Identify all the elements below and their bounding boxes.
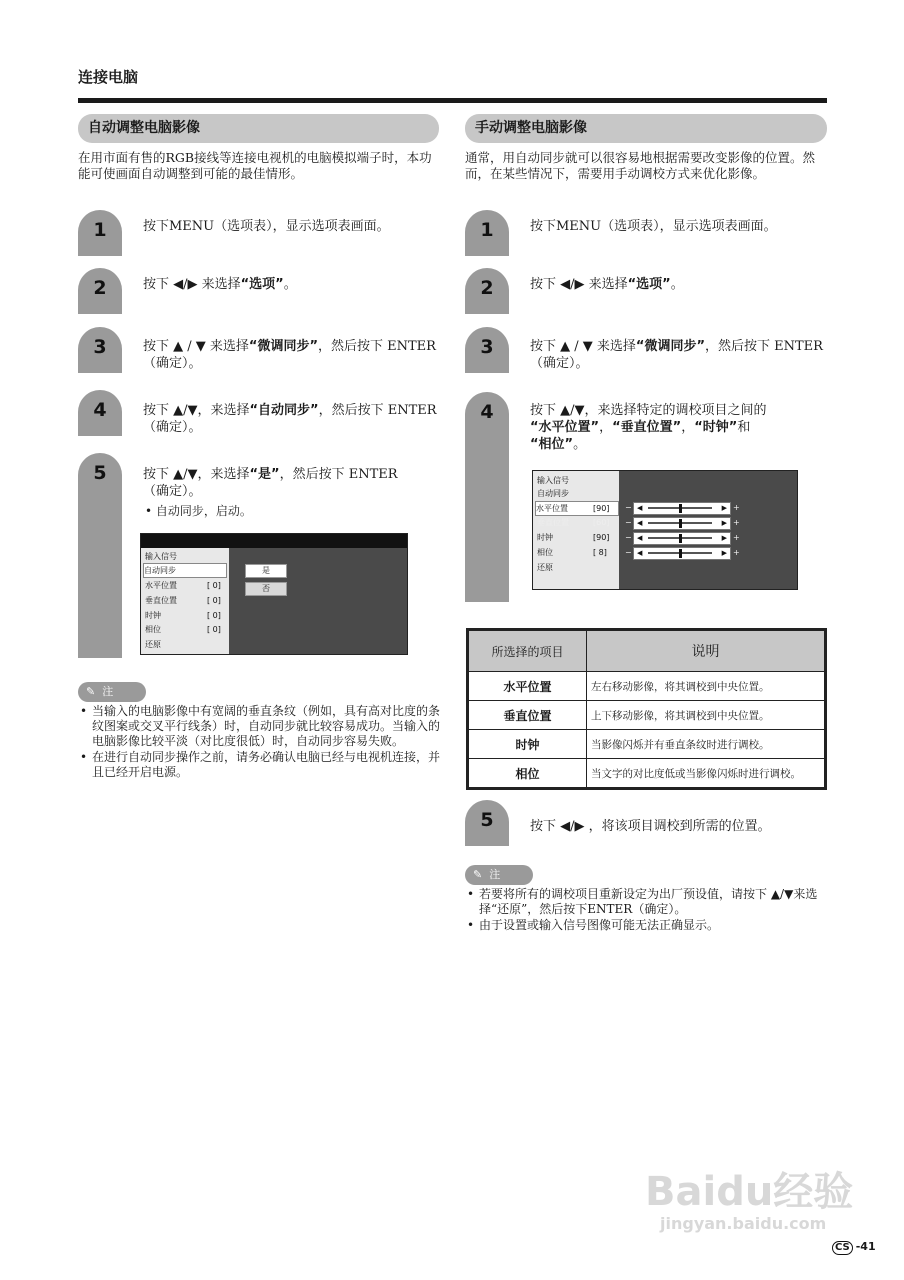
table-header-row bbox=[468, 630, 826, 672]
right-note-list bbox=[465, 887, 831, 934]
table-cell-desc: 上下移动影像，将其调校到中央位置。 bbox=[587, 701, 826, 730]
osd-top-bar bbox=[141, 534, 407, 548]
step-4-item-v: “垂直位置” bbox=[612, 420, 682, 435]
left-note-label: 注 bbox=[102, 685, 114, 698]
slider-knob[interactable] bbox=[679, 504, 682, 513]
right-section-heading-text: 手动调整电脑影像 bbox=[475, 120, 587, 136]
step-4-item-phase: “相位” bbox=[530, 437, 574, 452]
left-step-4-text bbox=[143, 402, 443, 436]
minus-icon: − bbox=[625, 548, 632, 557]
step-4-badge: 4 bbox=[78, 390, 122, 436]
page-number-value: -41 bbox=[855, 1240, 876, 1253]
step-5-post: ，然后按下 ENTER（确定）。 bbox=[143, 467, 398, 499]
minus-icon: − bbox=[625, 518, 632, 527]
step-1-badge: 1 bbox=[465, 210, 509, 256]
left-intro-text: 在用市面有售的RGB接线等连接电视机的电脑模拟端子时，本功能可使画面自动调整到可能的最佳情形。 bbox=[78, 150, 432, 181]
left-note-item: • 当输入的电脑影像中有宽阔的垂直条纹（例如，具有高对比度的条纹图案或交叉平行线条）时，自动同步就比较容易成功。当输入的电脑影像比较平淡（对比度很低）时，自动同步容易失败。 bbox=[78, 704, 444, 749]
osd-value-clock: [ 0] bbox=[207, 611, 221, 620]
left-note-list bbox=[78, 704, 444, 781]
left-step-5-subnote: • 自动同步，启动。 bbox=[145, 504, 252, 518]
plus-icon: + bbox=[733, 533, 740, 542]
step-3-pre: 按下 ▲ / ▼ 来选择 bbox=[530, 339, 636, 354]
osd-value-phase: [ 8] bbox=[593, 548, 607, 557]
osd-value-v-position: [ 0] bbox=[207, 596, 221, 605]
step-5-badge: 5 bbox=[465, 800, 509, 846]
v-position-slider[interactable]: ◀ ▶ bbox=[633, 517, 731, 530]
minus-icon: − bbox=[625, 503, 632, 512]
step-1-badge: 1 bbox=[78, 210, 122, 256]
table-cell-desc: 当影像闪烁并有垂直条纹时进行调校。 bbox=[587, 730, 826, 759]
adjustment-items-table bbox=[466, 628, 827, 790]
step-2-pre: 按下 ◀/▶ 来选择 bbox=[143, 277, 241, 292]
step-3-badge: 3 bbox=[78, 327, 122, 373]
right-section-heading bbox=[465, 114, 827, 143]
left-section-heading-text: 自动调整电脑影像 bbox=[88, 120, 200, 136]
step-4-bold: “自动同步” bbox=[249, 403, 319, 418]
step-2-post: 。 bbox=[283, 277, 297, 292]
table-cell-item: 时钟 bbox=[468, 730, 587, 759]
step-4-item-clock: “时钟” bbox=[694, 420, 738, 435]
plus-icon: + bbox=[733, 518, 740, 527]
h-position-slider[interactable]: ◀ ▶ bbox=[633, 502, 731, 515]
minus-icon: − bbox=[625, 533, 632, 542]
step-5-pre: 按下 ▲/▼，来选择 bbox=[143, 467, 250, 482]
right-step-1-text: 按下MENU（选项表），显示选项表画面。 bbox=[530, 219, 777, 234]
clock-slider[interactable]: ◀ ▶ bbox=[633, 532, 731, 545]
step-4-post: ，然后按下 ENTER（确定）。 bbox=[143, 403, 437, 435]
osd-row-auto-sync: 自动同步 bbox=[537, 489, 569, 498]
step-3-post: ，然后按下 ENTER（确定）。 bbox=[530, 339, 823, 371]
osd-row-h-position: 水平位置 bbox=[145, 581, 177, 590]
table-cell-item: 相位 bbox=[468, 759, 587, 789]
right-step-4-text: 按下 ▲/▼，来选择特定的调校项目之间的 “水平位置”，“垂直位置”，“时钟”和 “相位”。 bbox=[530, 403, 767, 452]
page-section-title: 连接电脑 bbox=[78, 68, 139, 86]
osd-row-reset: 还原 bbox=[145, 640, 161, 649]
manual-adjust-osd-screen bbox=[532, 470, 798, 590]
osd-row-input-signal: 输入信号 bbox=[145, 552, 177, 561]
language-code-badge: CS bbox=[832, 1241, 853, 1255]
table-cell-desc: 当文字的对比度低或当影像闪烁时进行调校。 bbox=[587, 759, 826, 789]
step-3-post: ，然后按下 ENTER（确定）。 bbox=[143, 339, 436, 371]
phase-slider[interactable]: ◀ ▶ bbox=[633, 547, 731, 560]
step-5-badge: 5 bbox=[78, 453, 122, 658]
step-3-pre: 按下 ▲ / ▼ 来选择 bbox=[143, 339, 249, 354]
right-step-3-text bbox=[530, 338, 830, 372]
osd-row-reset: 还原 bbox=[537, 563, 553, 572]
step-4-post: 。 bbox=[573, 437, 587, 452]
right-note-label: 注 bbox=[489, 868, 501, 881]
osd-row-auto-sync[interactable]: 自动同步 bbox=[143, 563, 227, 578]
left-section-heading bbox=[78, 114, 439, 143]
osd-no-option[interactable]: 否 bbox=[245, 582, 287, 596]
plus-icon: + bbox=[733, 503, 740, 512]
step-4-and: 和 bbox=[737, 420, 751, 435]
left-step-5-text bbox=[143, 466, 413, 500]
osd-row-input-signal: 输入信号 bbox=[537, 476, 569, 485]
baidu-watermark-url: jingyan.baidu.com bbox=[660, 1214, 827, 1233]
note-pencil-icon: ✎ bbox=[86, 685, 96, 698]
osd-row-phase: 相位 bbox=[537, 548, 553, 557]
right-note-badge bbox=[465, 865, 533, 885]
plus-icon: + bbox=[733, 548, 740, 557]
slider-knob[interactable] bbox=[679, 549, 682, 558]
slider-knob[interactable] bbox=[679, 534, 682, 543]
osd-row-v-position: 垂直位置 bbox=[145, 596, 177, 605]
osd-yes-option[interactable]: 是 bbox=[245, 564, 287, 578]
osd-row-clock: 时钟 bbox=[537, 533, 553, 542]
step-2-bold: “选项” bbox=[240, 277, 284, 292]
right-note-item: • 由于设置或输入信号图像可能无法正确显示。 bbox=[465, 918, 831, 933]
right-step-2-text bbox=[530, 276, 830, 293]
note-pencil-icon: ✎ bbox=[473, 868, 483, 881]
baidu-watermark-logo: Baidu经验 bbox=[645, 1169, 854, 1215]
table-row bbox=[468, 730, 826, 759]
step-2-badge: 2 bbox=[465, 268, 509, 314]
osd-row-phase: 相位 bbox=[145, 625, 161, 634]
table-header-item: 所选择的项目 bbox=[468, 630, 587, 672]
step-2-pre: 按下 ◀/▶ 来选择 bbox=[530, 277, 628, 292]
osd-value-v-position: [60] bbox=[593, 518, 610, 527]
step-4-pre: 按下 ▲/▼，来选择 bbox=[143, 403, 250, 418]
page-number bbox=[832, 1240, 876, 1255]
osd-value-clock: [90] bbox=[593, 533, 610, 542]
right-note-item: • 若要将所有的调校项目重新设定为出厂预设值，请按下 ▲/▼来选择“还原”，然后按下ENTER（确定）。 bbox=[465, 887, 831, 917]
table-row bbox=[468, 701, 826, 730]
osd-row-h-position[interactable]: 水平位置 bbox=[535, 501, 619, 516]
table-row bbox=[468, 672, 826, 701]
osd-row-clock: 时钟 bbox=[145, 611, 161, 620]
left-note-badge bbox=[78, 682, 146, 702]
step-5-bold: “是” bbox=[249, 467, 280, 482]
step-3-bold: “微调同步” bbox=[248, 339, 318, 354]
slider-knob[interactable] bbox=[679, 519, 682, 528]
table-header-desc: 说明 bbox=[587, 630, 826, 672]
osd-value-h-position: [ 0] bbox=[207, 581, 221, 590]
table-row bbox=[468, 759, 826, 789]
osd-value-h-position: [90] bbox=[593, 504, 610, 513]
left-step-2-text bbox=[143, 276, 443, 293]
step-4-item-h: “水平位置” bbox=[530, 420, 600, 435]
osd-value-phase: [ 0] bbox=[207, 625, 221, 634]
step-2-badge: 2 bbox=[78, 268, 122, 314]
step-4-pre: 按下 ▲/▼，来选择特定的调校项目之间的 bbox=[530, 403, 767, 418]
step-3-badge: 3 bbox=[465, 327, 509, 373]
left-step-3-text bbox=[143, 338, 443, 372]
step-2-post: 。 bbox=[670, 277, 684, 292]
step-2-bold: “选项” bbox=[627, 277, 671, 292]
auto-sync-osd-screen bbox=[140, 533, 408, 655]
left-note-item: • 在进行自动同步操作之前，请务必确认电脑已经与电视机连接，并且已经开启电源。 bbox=[78, 750, 444, 780]
left-step-1-text: 按下MENU（选项表），显示选项表画面。 bbox=[143, 219, 390, 234]
header-divider bbox=[78, 98, 827, 103]
table-cell-item: 水平位置 bbox=[468, 672, 587, 701]
right-intro-text: 通常，用自动同步就可以很容易地根据需要改变影像的位置。然而，在某些情况下，需要用手动调校方式来优化影像。 bbox=[465, 150, 816, 181]
right-step-5-text: 按下 ◀/▶ ，将该项目调校到所需的位置。 bbox=[530, 819, 771, 834]
table-cell-item: 垂直位置 bbox=[468, 701, 587, 730]
osd-row-v-position: 垂直位置 bbox=[537, 518, 569, 527]
table-cell-desc: 左右移动影像，将其调校到中央位置。 bbox=[587, 672, 826, 701]
step-3-bold: “微调同步” bbox=[635, 339, 705, 354]
step-4-badge: 4 bbox=[465, 392, 509, 602]
